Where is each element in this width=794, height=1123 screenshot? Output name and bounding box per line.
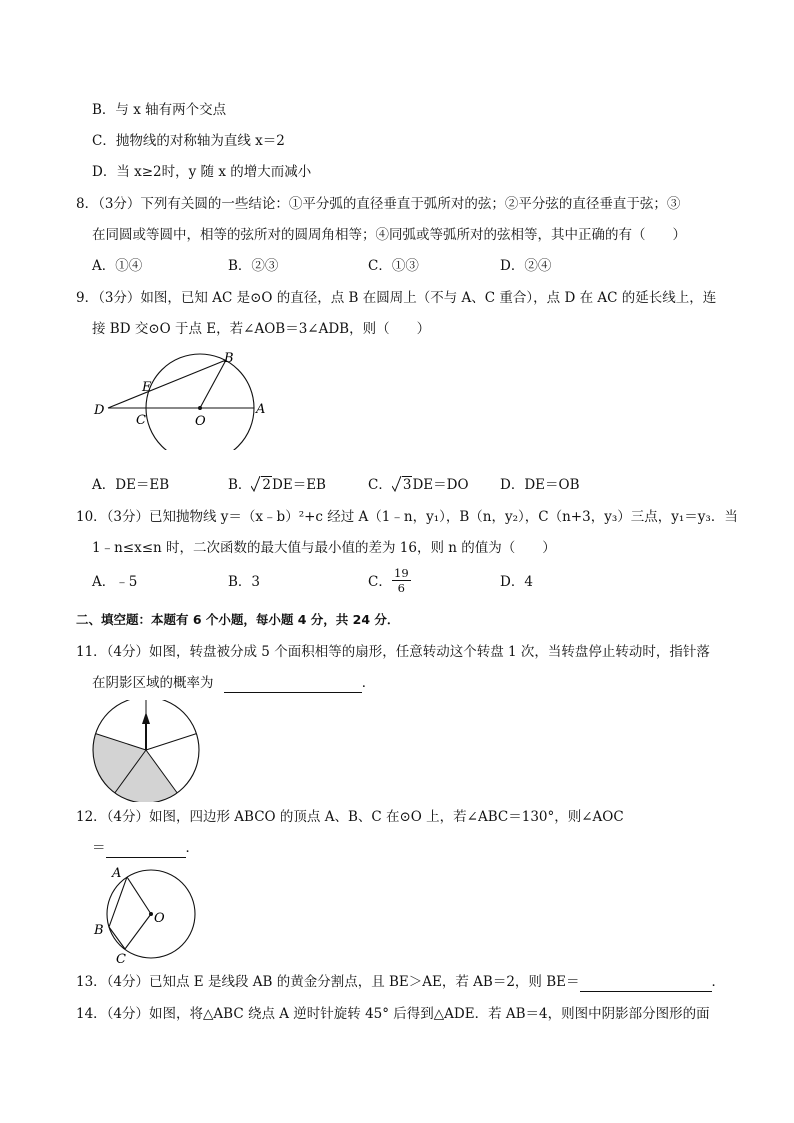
q10-option-c-fraction (392, 566, 411, 595)
q12-stem-prefix: ＝ (92, 840, 106, 856)
q12-line-co (125, 914, 151, 949)
q7-option-b: B．与 x 轴有两个交点 (92, 102, 227, 118)
q10-option-c-prefix: C． (368, 574, 392, 590)
q13-stem-suffix: ． (711, 974, 725, 990)
q8-stem-line2: 在同圆或等圆中，相等的弦所对的圆周角相等；④同弧或等弧所对的弦相等，其中正确的有（ ） (92, 227, 686, 243)
q8-option-d: D．②④ (500, 258, 552, 274)
q14-stem-line1: 14．（4分）如图，将△ABC 绕点 A 逆时针旋转 45° 后得到△ADE．若 AB＝4，则图中阴影部分图形的面 (76, 1006, 710, 1022)
q11-stem-line2 (92, 673, 375, 693)
q9-label-d: D (94, 403, 105, 418)
q9-stem-line1: 9．（3分）如图，已知 AC 是⊙O 的直径，点 B 在圆周上（不与 A、C 重合），点 D 在 AC 的延长线上，连 (76, 290, 717, 306)
q9-circle-figure (90, 345, 280, 450)
q11-divider (146, 734, 196, 750)
q8-option-c: C．①③ (368, 258, 419, 274)
q13-stem (76, 972, 725, 992)
q9-circle (146, 354, 254, 450)
q9-option-b-prefix: B． (228, 477, 252, 493)
q10-option-b: B．3 (228, 574, 261, 590)
q13-stem-prefix: 13．（4分）已知点 E 是线段 AB 的黄金分割点，且 BE＞AE，若 AB＝2，则 BE＝ (76, 974, 580, 990)
q12-stem-line1: 12．（4分）如图，四边形 ABCO 的顶点 A、B、C 在⊙O 上，若∠ABC＝130°，则∠AOC (76, 809, 624, 825)
q8-options (92, 256, 732, 276)
q9-center-dot (198, 406, 202, 410)
q9-option-a: A．DE＝EB (92, 477, 170, 493)
q9-option-c-prefix: C． (368, 477, 392, 493)
q9-options (92, 475, 732, 495)
q13-answer-blank[interactable] (580, 975, 712, 992)
section-2-heading: 二、填空题：本题有 6 个小题，每小题 4 分，共 24 分． (76, 612, 400, 627)
q12-label-b: B (94, 923, 104, 938)
q9-label-e: E (142, 380, 152, 395)
q8-stem-line1: 8．（3分）下列有关圆的一些结论：①平分弧的直径垂直于弧所对的弦；②平分弦的直径垂直于弦；③ (76, 196, 681, 212)
q9-label-c: C (136, 413, 146, 428)
q12-circle-figure (88, 862, 200, 966)
q9-line-db (108, 360, 226, 408)
q12-label-c: C (116, 952, 126, 966)
q9-label-b: B (224, 351, 234, 366)
q12-answer-blank[interactable] (106, 841, 186, 858)
q12-label-o: O (154, 911, 165, 926)
q12-label-a: A (112, 866, 122, 881)
q11-stem-prefix: 在阴影区域的概率为 (92, 675, 214, 691)
q9-option-c-rest: DE＝DO (412, 477, 469, 493)
q9-option-c (368, 475, 469, 495)
q12-stem-suffix: ． (185, 840, 199, 856)
q10-option-a: A．﹣5 (92, 574, 138, 590)
q9-label-a: A (256, 402, 266, 417)
q12-line-ao (127, 877, 151, 914)
q9-option-b-radicand: 2 (262, 477, 272, 493)
q10-stem-line1: 10．（3分）已知抛物线 y＝（x﹣b）²+c 经过 A（1﹣n，y₁），B（n，y₂），C（n+3，y₃）三点，y₁＝y₃．当 (76, 509, 738, 525)
q9-option-c-radicand: 3 (402, 477, 412, 493)
q7-option-d: D．当 x≥2时，y 随 x 的增大而减小 (92, 164, 312, 180)
q10-stem-line2: 1﹣n≤x≤n 时，二次函数的最大值与最小值的差为 16，则 n 的值为（ ） (92, 540, 556, 556)
q9-line-ob (200, 360, 226, 408)
q9-option-d: D．DE＝OB (500, 477, 580, 493)
q9-label-o: O (195, 414, 206, 429)
q7-option-c: C．抛物线的对称轴为直线 x＝2 (92, 133, 285, 149)
q11-stem-line1: 11．（4分）如图，转盘被分成 5 个面积相等的扇形，任意转动这个转盘 1 次，当转盘停止转动时，指针落 (76, 644, 710, 660)
q11-pointer-arrow-icon (142, 712, 150, 724)
q11-answer-blank[interactable] (224, 676, 362, 693)
q9-stem-line2: 接 BD 交⊙O 于点 E，若∠AOB＝3∠ADB，则（ ） (92, 321, 431, 337)
q10-fraction-denominator: 6 (397, 581, 405, 595)
q12-stem-line2 (92, 838, 199, 858)
sqrt-icon (251, 476, 261, 492)
q12-line-abc (109, 877, 127, 949)
q11-spinner-figure (92, 700, 204, 802)
q8-option-a: A．①④ (92, 258, 143, 274)
sqrt-icon (392, 476, 402, 492)
q10-option-d: D．4 (500, 574, 533, 590)
q9-option-b (228, 475, 326, 495)
q10-fraction-numerator: 19 (394, 566, 409, 580)
q10-options (92, 572, 732, 592)
q8-option-b: B．②③ (228, 258, 279, 274)
q9-option-b-rest: DE＝EB (272, 477, 326, 493)
q12-center-dot (149, 912, 153, 916)
q11-stem-suffix: ． (361, 675, 376, 691)
